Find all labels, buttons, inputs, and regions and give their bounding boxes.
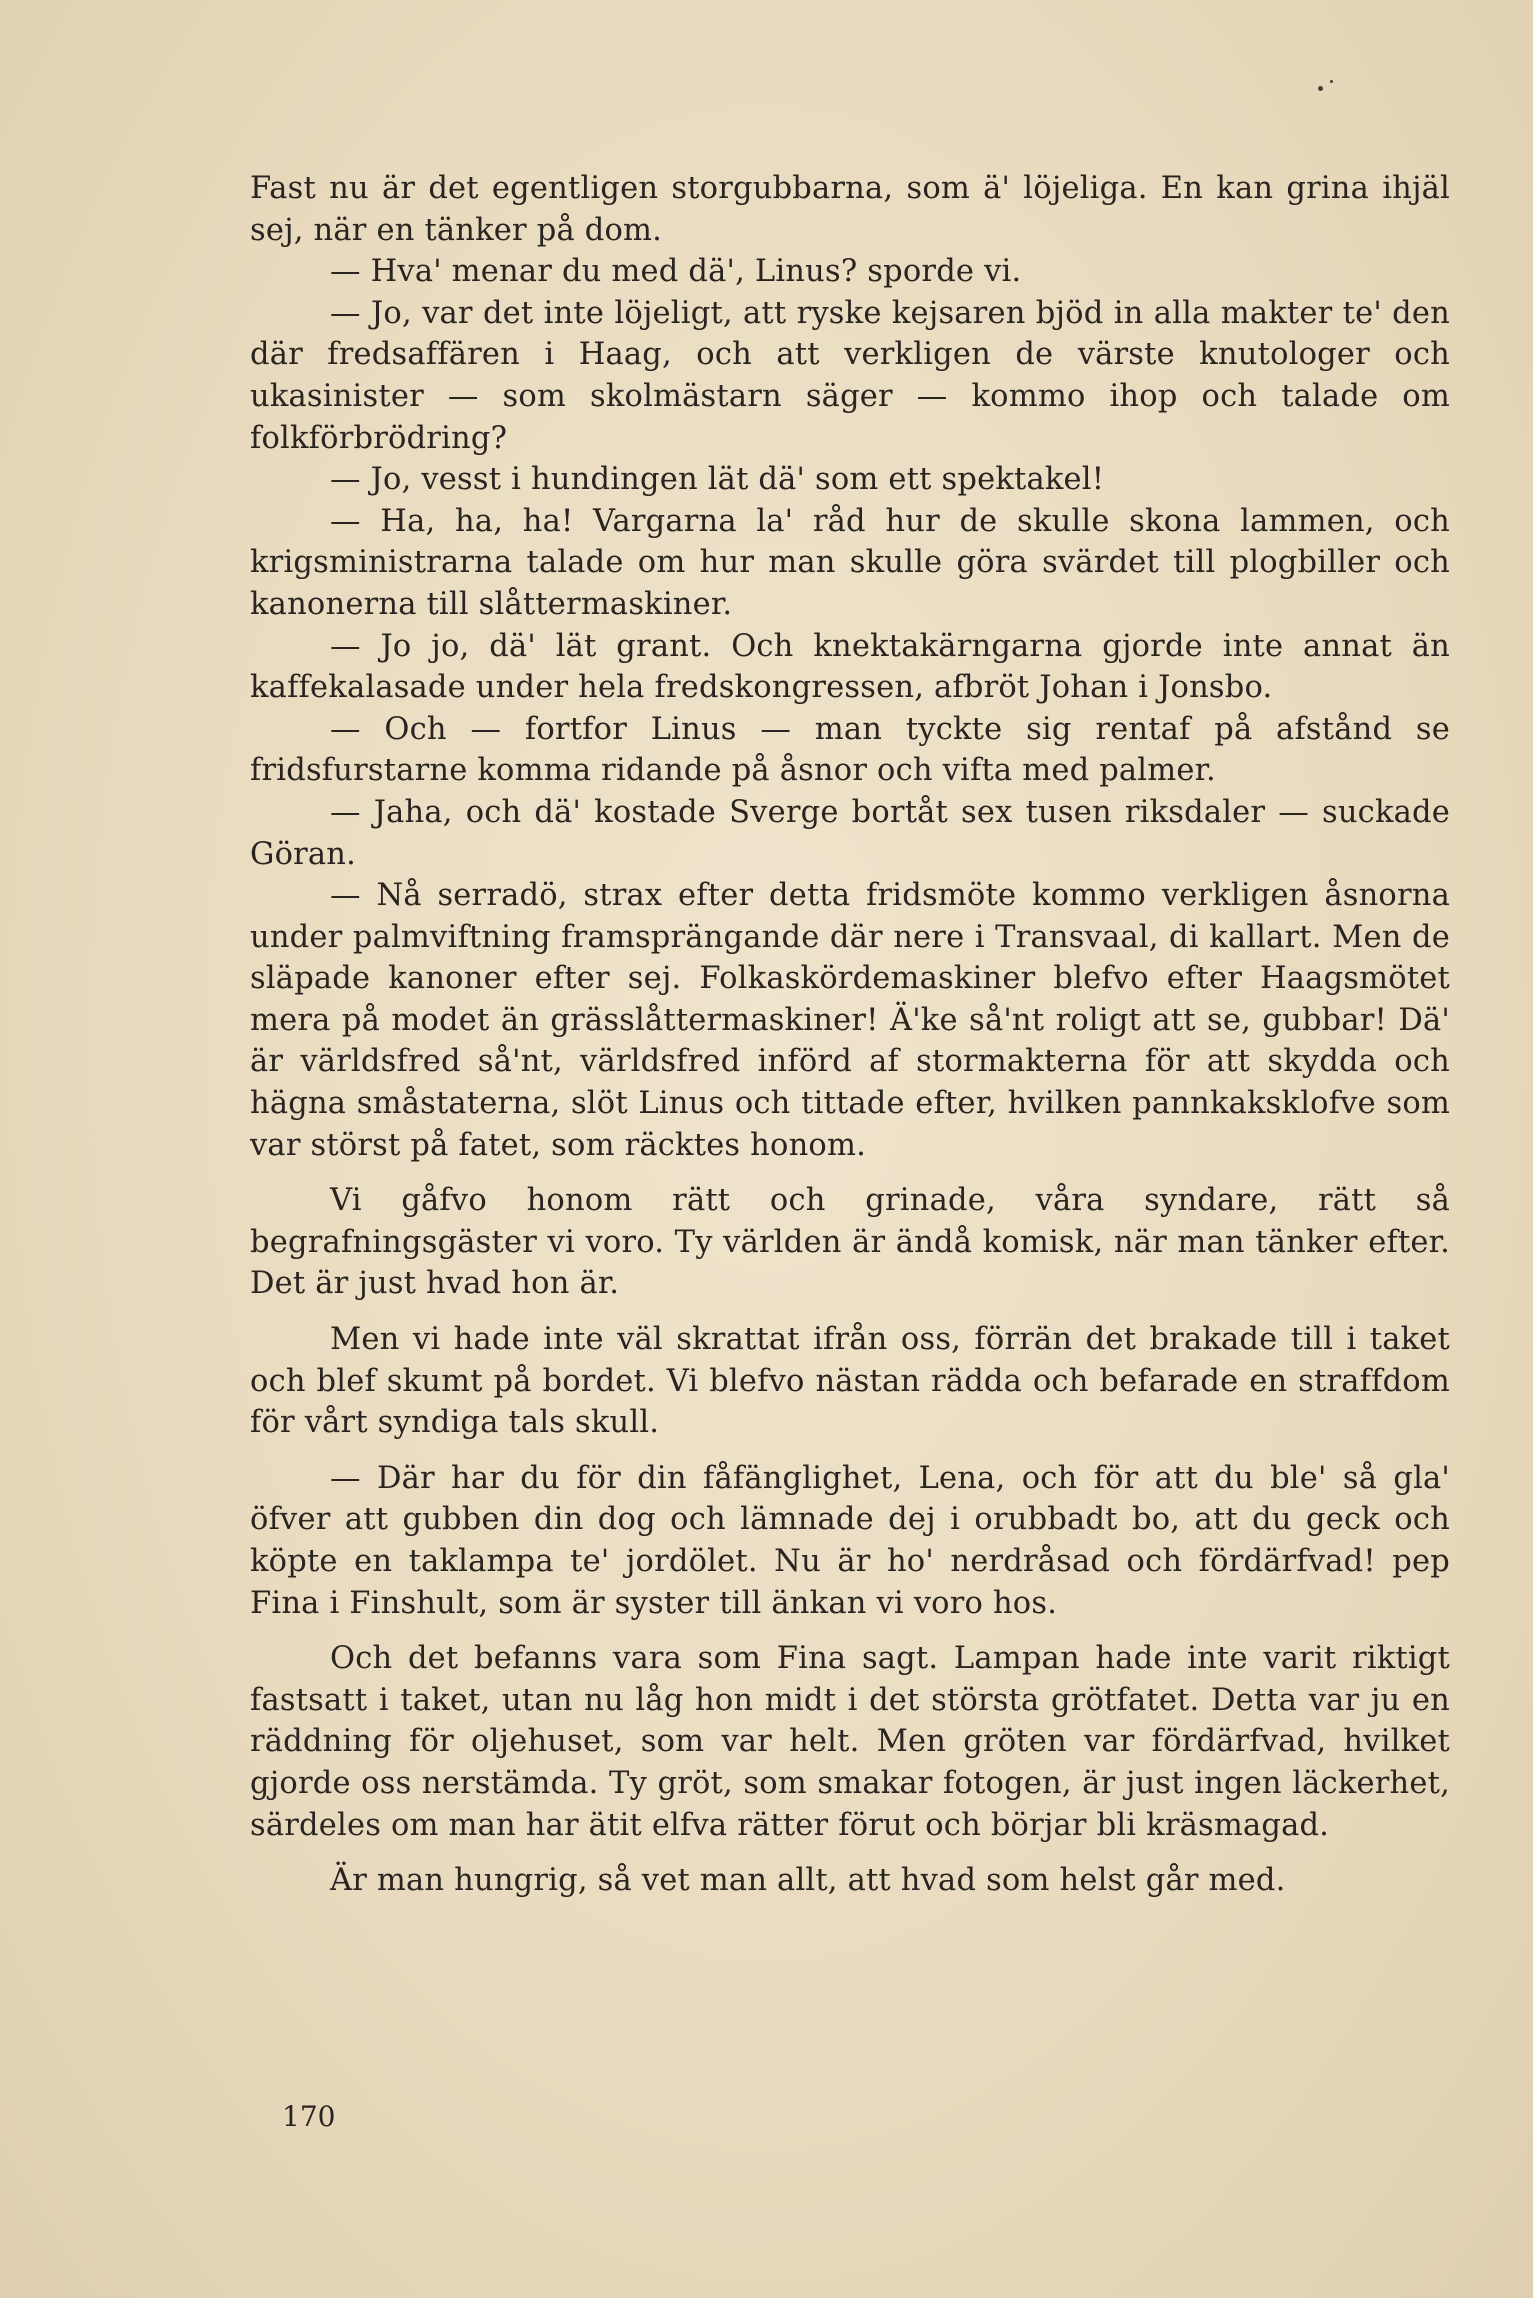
paragraph: — Där har du för din fåfänglighet, Lena, och för att du ble' så gla' öfver att gubben din dog och lämnade dej i orubbadt bo, att du geck och köpte en taklampa te' jordölet. Nu är ho' nerdråsad och fördärfvad! pep Fina i Finshult, som är syster till änkan vi voro hos.	[250, 1460, 1450, 1621]
ink-speck	[1318, 86, 1323, 91]
paragraph: Men vi hade inte väl skrattat ifrån oss, förrän det brakade till i taket och blef skumt på bordet. Vi blefvo nästan rädda och befarade en straffdom för vårt syndiga tals skull.	[250, 1322, 1450, 1441]
ink-speck	[1330, 80, 1333, 83]
body-text	[250, 168, 1450, 1902]
paragraph: — Ha, ha, ha! Vargarna la' råd hur de skulle skona lammen, och krigsministrarna talade om hur man skulle göra svärdet till plogbiller och kanonerna till slåttermaskiner.	[250, 503, 1450, 622]
page-number: 170	[282, 2100, 336, 2133]
paragraph: Är man hungrig, så vet man allt, att hvad som helst går med.	[330, 1863, 1286, 1899]
paragraph: — Jo, vesst i hundingen lät dä' som ett spektakel!	[330, 462, 1105, 498]
paragraph: — Jo jo, dä' lät grant. Och knektakärngarna gjorde inte annat än kaffekalasade under hela fredskongressen, afbröt Johan i Jonsbo.	[250, 628, 1450, 706]
paragraph: — Nå serradö, strax efter detta fridsmöte kommo verkligen åsnorna under palmviftning framsprängande där nere i Transvaal, di kallart. Men de släpade kanoner efter sej. Folkaskördemaskiner blefvo efter Haagsmötet mera på modet än grässlåttermaskiner! Ä'ke så'nt roligt att se, gubbar! Dä' är världsfred så'nt, världsfred införd af stormakterna för att skydda och hägna småstaterna, slöt Linus och tittade efter, hvilken pannkaksklofve som var störst på fatet, som räcktes honom.	[250, 878, 1450, 1163]
paragraph: Vi gåfvo honom rätt och grinade, våra syndare, rätt så begrafningsgäster vi voro. Ty världen är ändå komisk, när man tänker efter. Det är just hvad hon är.	[250, 1183, 1450, 1302]
paragraph: Fast nu är det egentligen storgubbarna, som ä' löjeliga. En kan grina ihjäl sej, när en tänker på dom.	[250, 171, 1450, 248]
paragraph: — Och — fortfor Linus — man tyckte sig rentaf på afstånd se fridsfurstarne komma ridande på åsnor och vifta med palmer.	[250, 711, 1450, 789]
paragraph: — Jaha, och dä' kostade Sverge bortåt sex tusen riksdaler — suckade Göran.	[250, 794, 1450, 872]
paragraph: — Jo, var det inte löjeligt, att ryske kejsaren bjöd in alla makter te' den där fredsaffären i Haag, och att verkligen de värste knutologer och ukasinister — som skolmästarn säger — kommo ihop och talade om folkförbrödring?	[250, 295, 1450, 456]
paragraph: Och det befanns vara som Fina sagt. Lampan hade inte varit riktigt fastsatt i taket, utan nu låg hon midt i det största grötfatet. Detta var ju en räddning för oljehuset, som var helt. Men gröten var fördärfvad, hvilket gjorde oss nerstämda. Ty gröt, som smakar fotogen, är just ingen läckerhet, särdeles om man har ätit elfva rätter förut och börjar bli kräsmagad.	[250, 1641, 1450, 1843]
paragraph: — Hva' menar du med dä', Linus? sporde vi.	[330, 254, 1022, 290]
